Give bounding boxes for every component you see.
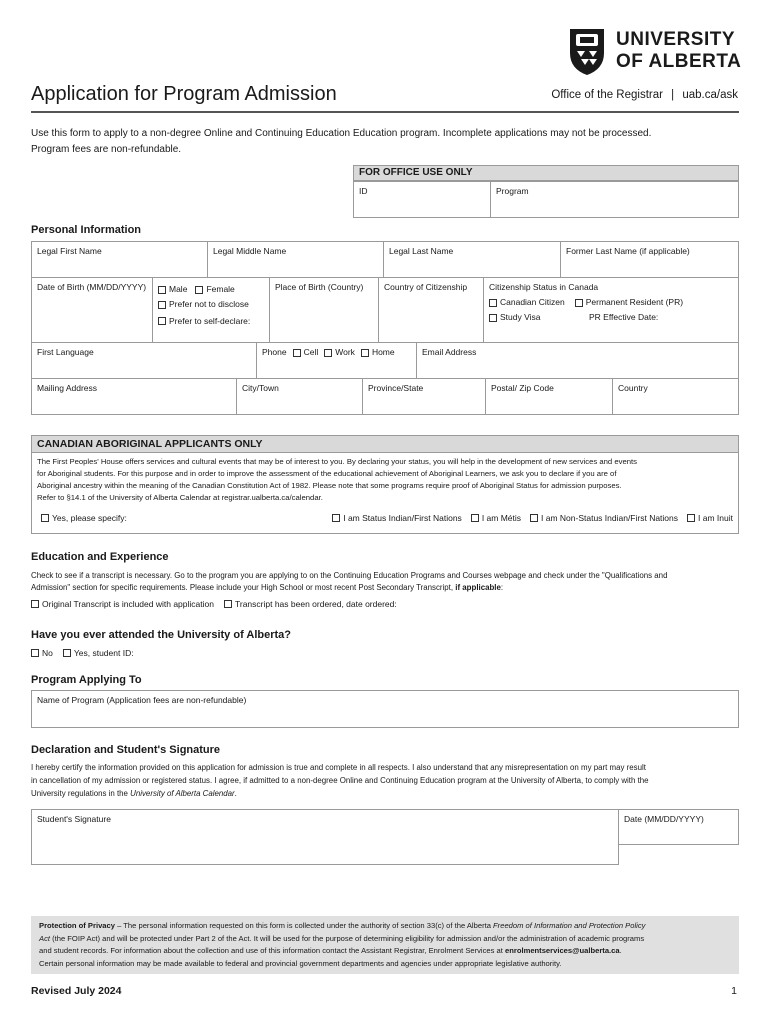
declaration-line3-text: University regulations in the: [31, 788, 128, 798]
non-status-label: I am Non-Status Indian/First Nations: [541, 512, 679, 523]
citizenship-status-field: [483, 277, 739, 343]
phone-cell-option[interactable]: [293, 347, 319, 358]
attended-yes-checkbox[interactable]: [63, 649, 71, 657]
original-transcript-checkbox[interactable]: [31, 600, 39, 608]
city-label: City/Town: [242, 383, 279, 393]
gender-female-option[interactable]: [195, 284, 234, 295]
privacy-l2-italic: Act: [39, 933, 50, 943]
gender-male-option[interactable]: [158, 284, 187, 295]
permanent-resident-option[interactable]: [575, 297, 683, 308]
signature-label: Student's Signature: [37, 814, 111, 824]
phone-cell-label: Cell: [303, 347, 319, 357]
phone-work-checkbox[interactable]: [324, 349, 332, 357]
office-id-label: ID: [359, 186, 368, 196]
gender-no-disclose-label: Prefer not to disclose: [169, 299, 249, 310]
attended-no-option[interactable]: [31, 648, 53, 658]
gender-self-declare-option[interactable]: [158, 316, 250, 327]
privacy-line3: [39, 945, 731, 958]
university-name-line2: OF ALBERTA: [616, 51, 742, 72]
university-name-line1: UNIVERSITY: [616, 29, 736, 50]
signature-field[interactable]: [31, 809, 619, 865]
page-title: Application for Program Admission: [31, 83, 337, 105]
education-if-applicable: if applicable: [455, 583, 501, 593]
attended-no-checkbox[interactable]: [31, 649, 39, 657]
declaration-line3-period: .: [234, 788, 237, 798]
personal-info-title: Personal Information: [31, 224, 142, 236]
privacy-l3-text: and student records. For information about the collection and use of this information contact the Assistant Registrar, Enrolment Services at: [39, 946, 505, 956]
education-line2-text: Admission" section for specific requirements. Please include your High School or most recent Post Secondary Transcript,: [31, 583, 454, 593]
gender-male-checkbox[interactable]: [158, 286, 166, 294]
revised-date: Revised July 2024: [31, 985, 122, 997]
canadian-citizen-option[interactable]: [489, 297, 565, 308]
canadian-citizen-label: Canadian Citizen: [500, 297, 565, 308]
phone-work-label: Work: [335, 347, 355, 357]
email-field[interactable]: [416, 342, 739, 379]
office-url[interactable]: uab.ca/ask: [682, 89, 738, 101]
phone-label: Phone: [262, 347, 287, 357]
study-visa-checkbox[interactable]: [489, 314, 497, 322]
office-use-header: FOR OFFICE USE ONLY: [353, 165, 739, 181]
mailing-address-field[interactable]: [31, 378, 237, 415]
inuit-checkbox[interactable]: [687, 514, 695, 522]
privacy-l1-text: – The personal information requested on this form is collected under the authority of section 33(c) of the Alberta: [114, 921, 494, 930]
declaration-text: [31, 762, 649, 800]
legal-middle-name-field[interactable]: [207, 241, 384, 278]
postal-code-label: Postal/ Zip Code: [491, 383, 554, 393]
university-logo: [568, 27, 743, 77]
education-title: Education and Experience: [31, 551, 169, 563]
attended-no-label: No: [42, 648, 53, 658]
education-text: [31, 570, 667, 595]
office-name: Office of the Registrar: [551, 89, 663, 101]
office-program-field: [490, 181, 739, 218]
signature-date-field[interactable]: [618, 809, 739, 845]
aboriginal-header: CANADIAN ABORIGINAL APPLICANTS ONLY: [31, 435, 739, 453]
aboriginal-box: [31, 452, 739, 534]
province-field[interactable]: [362, 378, 486, 415]
education-line1: Check to see if a transcript is necessary. Go to the program you are applying to on the Continuing Education Programs and Courses webpage and check under the "Qualifications and: [31, 571, 668, 580]
declaration-line2: in cancellation of my admission or registered status. I agree, if admitted to a non-degree Online and Continuing Education program at the University of Alberta, to comply with the: [31, 775, 649, 785]
non-status-option[interactable]: [530, 512, 678, 525]
transcript-options: [31, 599, 397, 609]
metis-option[interactable]: [471, 512, 521, 525]
intro-line2: Program fees are non-refundable.: [31, 144, 182, 155]
gender-self-declare-label: Prefer to self-declare:: [169, 315, 251, 326]
citizenship-status-label: Citizenship Status in Canada: [489, 282, 599, 292]
status-indian-label: I am Status Indian/First Nations: [343, 512, 462, 523]
country-field[interactable]: [612, 378, 739, 415]
permanent-resident-label: Permanent Resident (PR): [585, 297, 684, 308]
privacy-email[interactable]: enrolmentservices@ualberta.ca: [505, 946, 620, 956]
country-label: Country: [618, 383, 648, 393]
header-rule: [31, 111, 739, 113]
legal-last-name-label: Legal Last Name: [389, 246, 454, 256]
privacy-l3-period: .: [619, 946, 622, 956]
gender-male-label: Male: [169, 284, 188, 294]
privacy-bold: Protection of Privacy: [39, 921, 115, 930]
phone-home-label: Home: [371, 347, 395, 357]
privacy-line2: [39, 933, 731, 946]
phone-field[interactable]: [256, 342, 417, 379]
non-status-checkbox[interactable]: [530, 514, 538, 522]
phone-home-option[interactable]: [361, 347, 395, 358]
inuit-label: I am Inuit: [698, 512, 733, 523]
declaration-line1: I hereby certify the information provided on this application for admission is true and complete in all respects. I also understand that any misrepresentation on my part may result: [31, 763, 646, 772]
first-language-label: First Language: [37, 347, 94, 357]
status-indian-option[interactable]: [332, 512, 462, 525]
place-of-birth-label: Place of Birth (Country): [275, 282, 364, 292]
gender-no-disclose-option[interactable]: [158, 299, 249, 310]
privacy-l1-italic: Freedom of Information and Protection Policy: [493, 921, 646, 930]
country-citizenship-field[interactable]: [378, 277, 484, 343]
aboriginal-line2: for Aboriginal students. For this purpose and in order to improve the assessment of the educational achievement of Aboriginal Learners, we ask you to declare if you are of: [37, 469, 617, 479]
transcript-ordered-checkbox[interactable]: [224, 600, 232, 608]
education-line2-colon: :: [500, 583, 504, 593]
header-separator: |: [671, 89, 675, 101]
inuit-option[interactable]: [687, 512, 733, 525]
metis-checkbox[interactable]: [471, 514, 479, 522]
gender-female-checkbox[interactable]: [195, 286, 203, 294]
permanent-resident-checkbox[interactable]: [575, 299, 583, 307]
status-indian-checkbox[interactable]: [332, 514, 340, 522]
dob-label: Date of Birth (MM/DD/YYYY): [37, 282, 147, 292]
transcript-ordered-label: Transcript has been ordered, date ordered:: [234, 599, 397, 609]
phone-cell-checkbox[interactable]: [293, 349, 301, 357]
aboriginal-yes-checkbox[interactable]: [41, 514, 49, 522]
city-field[interactable]: [236, 378, 363, 415]
office-program-label: Program: [496, 186, 529, 196]
legal-last-name-field[interactable]: [383, 241, 561, 278]
province-label: Province/State: [368, 383, 424, 393]
first-language-field[interactable]: [31, 342, 257, 379]
attended-title: Have you ever attended the University of Alberta?: [31, 629, 291, 641]
intro-line1: Use this form to apply to a non-degree Online and Continuing Education Education program. Incomplete applications may not be processed.: [31, 128, 652, 139]
intro-text: [31, 126, 651, 158]
attended-options: [31, 648, 134, 658]
study-visa-option[interactable]: [489, 312, 589, 323]
page-number: 1: [731, 985, 737, 997]
phone-work-option[interactable]: [324, 347, 355, 358]
phone-home-checkbox[interactable]: [361, 349, 369, 357]
attended-yes-label: Yes, student ID:: [73, 648, 134, 658]
program-title: Program Applying To: [31, 674, 142, 686]
declaration-title: Declaration and Student's Signature: [31, 744, 221, 756]
privacy-line4: Certain personal information may be made available to federal and provincial government departments and agencies under appropriate legislative authority.: [39, 958, 562, 968]
original-transcript-label: Original Transcript is included with application: [42, 599, 214, 609]
gender-field: [152, 277, 270, 343]
country-citizenship-label: Country of Citizenship: [384, 282, 468, 292]
place-of-birth-field[interactable]: [269, 277, 379, 343]
aboriginal-line3: Aboriginal ancestry within the meaning of the Canadian Constitution Act of 1982. Please note that some programs require proof of Aboriginal Status for admission purposes.: [37, 481, 622, 491]
declaration-line3: [31, 788, 649, 801]
canadian-citizen-checkbox[interactable]: [489, 299, 497, 307]
header-office: [551, 89, 738, 101]
aboriginal-line4: Refer to §14.1 of the University of Alberta Calendar at registrar.ualberta.ca/calendar.: [37, 493, 323, 503]
attended-yes-option[interactable]: [63, 648, 134, 658]
legal-first-name-label: Legal First Name: [37, 246, 102, 256]
office-id-field: [353, 181, 491, 218]
program-name-field[interactable]: [31, 690, 739, 728]
former-last-name-field[interactable]: [560, 241, 739, 278]
former-last-name-label: Former Last Name (if applicable): [566, 246, 690, 256]
original-transcript-option[interactable]: [31, 599, 214, 609]
privacy-l2-text: (the FOIP Act) and will be protected under Part 2 of the Act. It will be used for the purpose of determining eligibility for admission and/or the administration of academic programs: [49, 933, 645, 943]
legal-middle-name-label: Legal Middle Name: [213, 246, 287, 256]
signature-date-label: Date (MM/DD/YYYY): [624, 814, 704, 824]
gender-female-label: Female: [206, 284, 235, 294]
legal-first-name-field[interactable]: [31, 241, 208, 278]
program-name-label: Name of Program (Application fees are non-refundable): [37, 695, 247, 705]
privacy-notice: [31, 916, 739, 974]
declaration-calendar: University of Alberta Calendar: [130, 788, 235, 798]
aboriginal-yes-label: Yes, please specify:: [52, 512, 127, 523]
gender-no-disclose-checkbox[interactable]: [158, 301, 166, 309]
gender-self-declare-checkbox[interactable]: [158, 317, 166, 325]
mailing-address-label: Mailing Address: [37, 383, 98, 393]
email-label: Email Address: [422, 347, 477, 357]
privacy-line1: [39, 920, 731, 933]
pr-effective-date-label: PR Effective Date:: [589, 312, 659, 323]
metis-label: I am Métis: [481, 512, 522, 523]
university-crest-icon: [568, 27, 606, 77]
education-line2: [31, 582, 667, 594]
study-visa-label: Study Visa: [500, 312, 541, 323]
transcript-ordered-option[interactable]: [224, 599, 397, 609]
postal-code-field[interactable]: [485, 378, 613, 415]
dob-field[interactable]: [31, 277, 153, 343]
aboriginal-line1: The First Peoples' House offers services and cultural events that may be of interest to you. By declaring your status, you will help in the development of new services and events: [37, 457, 637, 466]
aboriginal-yes-option[interactable]: [41, 512, 127, 525]
